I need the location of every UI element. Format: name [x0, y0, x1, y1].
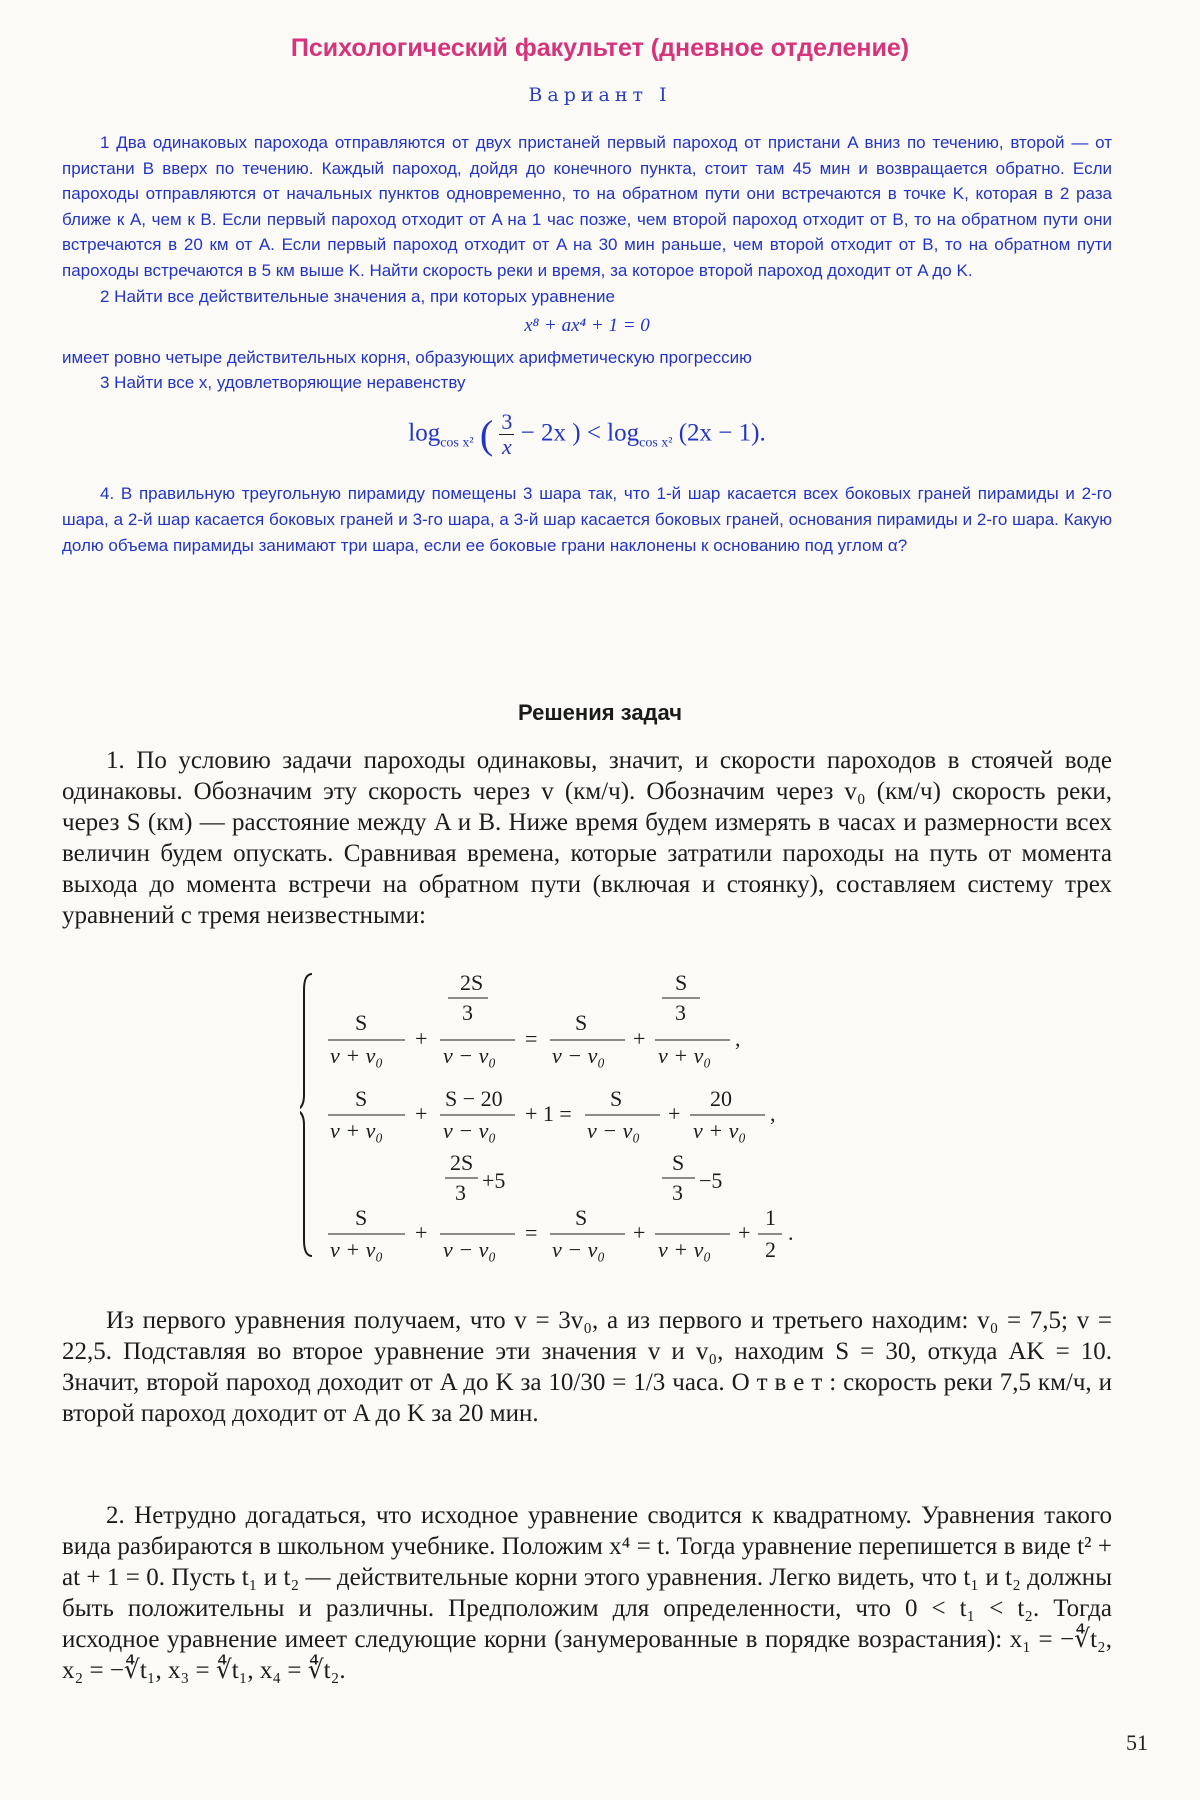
- log-base-rhs: cos x²: [639, 435, 673, 451]
- svg-text:2S: 2S: [460, 970, 484, 995]
- fraction-3-over-x: $\frac{3}{x}$: [501, 408, 513, 460]
- svg-text:S: S: [675, 970, 688, 995]
- svg-text:2S: 2S: [450, 1150, 474, 1175]
- solution-1-part2: [62, 1305, 1112, 1429]
- svg-text:3: 3: [462, 1000, 473, 1025]
- svg-text:S: S: [610, 1086, 623, 1111]
- svg-text:2: 2: [765, 1237, 776, 1262]
- page-number: 51: [1126, 1730, 1148, 1755]
- svg-text:v + v₀: v + v₀: [330, 1237, 384, 1262]
- svg-text:S: S: [355, 1205, 368, 1230]
- solution-2-text: 2. Нетрудно догадаться, что исходное уравнение сводится к квадратному. Уравнения такого вида разбираются в школьном учебнике. Положим x⁴ = t. Тогда уравнение перепишется в виде t² + at + 1 = 0. Пусть t₁ и t₂ — действительные корни этого уравнения. Легко видеть, что t₁ и t₂ должны быть положительны и различны. Предположим для определенности, что 0 < t₁ < t₂. Тогда исходное уравнение имеет следующие корни (занумерованные в порядке возрастания): x₁ = −∜t₂, x₂ = −∜t₁, x₃ = ∜t₁, x₄ = ∜t₂.: [62, 1502, 1112, 1684]
- variant-label: Вариант I: [528, 84, 672, 106]
- problem-2-intro: 2 Найти все действительные значения a, при которых уравнение: [100, 286, 615, 306]
- svg-text:S − 20: S − 20: [445, 1086, 503, 1111]
- svg-text:1: 1: [765, 1205, 776, 1230]
- svg-text:v + v₀: v + v₀: [330, 1118, 384, 1143]
- svg-text:+: +: [415, 1101, 428, 1126]
- problem-3-inequality: $\log_{cos x^2}$ ( $\frac{3}{x}$ − 2x ) < $\log_{cos x^2} (2x - 1)$.: [408, 408, 766, 460]
- svg-text:v − v₀: v − v₀: [552, 1237, 606, 1262]
- svg-text:+: +: [633, 1026, 646, 1051]
- svg-text:=: =: [525, 1026, 538, 1051]
- svg-text:S: S: [575, 1010, 588, 1035]
- svg-text:20: 20: [710, 1086, 732, 1111]
- solutions-heading: Решения задач: [517, 700, 682, 725]
- log-base: cos x²: [440, 435, 474, 451]
- log-symbol: log: [408, 419, 441, 447]
- problem-2-tail: имеет ровно четыре действительных корня, образующих арифметическую прогрессию: [62, 347, 752, 367]
- solution-2: [62, 1500, 1112, 1686]
- svg-text:3: 3: [675, 1000, 686, 1025]
- svg-text:v + v₀: v + v₀: [693, 1118, 747, 1143]
- svg-text:S: S: [355, 1086, 368, 1111]
- problem-4: 4. В правильную треугольную пирамиду помещены 3 шара так, что 1-й шар касается всех боковых граней пирамиды и 2-го шара, а 2-й шар касается боковых граней и 3-го шара, а 3-й шар касается боковых граней, основания пирамиды и 2-го шара. Какую долю объема пирамиды занимают три шара, если ее боковые грани наклонены к основанию под углом α?: [62, 484, 1112, 555]
- svg-text:v − v₀: v − v₀: [443, 1118, 497, 1143]
- svg-text:,: ,: [770, 1101, 776, 1126]
- svg-text:+: +: [633, 1220, 646, 1245]
- svg-text:=: =: [525, 1220, 538, 1245]
- svg-text:S: S: [672, 1150, 685, 1175]
- problem-2-equation: x⁸ + ax⁴ + 1 = 0: [524, 315, 650, 337]
- problems-block: [62, 130, 1112, 558]
- svg-text:+: +: [415, 1026, 428, 1051]
- svg-text:S: S: [575, 1205, 588, 1230]
- svg-text:+: +: [415, 1220, 428, 1245]
- inequality-middle: − 2x ) < log: [520, 419, 640, 447]
- svg-text:.: .: [788, 1220, 794, 1245]
- svg-text:+ 1 =: + 1 =: [525, 1101, 572, 1126]
- equation-system: [300, 970, 860, 1270]
- svg-text:+: +: [668, 1101, 681, 1126]
- svg-text:v − v₀: v − v₀: [587, 1118, 641, 1143]
- equation-row-1: [328, 970, 741, 1068]
- solution-1-text: 1. По условию задачи пароходы одинаковы, значит, и скорости пароходов в стоячей воде одинаковы. Обозначим эту скорость через v (км/ч). Обозначим через v₀ (км/ч) скорость реки, через S (км) — расстояние между A и B. Ниже время будем измерять в часах и размерности всех величин будем опускать. Сравнивая времена, которые затратили пароходы на путь от момента выхода до момента встречи на обратном пути (включая и стоянку), составляем систему трех уравнений с тремя неизвестными:: [62, 747, 1112, 929]
- svg-text:v + v₀: v + v₀: [330, 1043, 384, 1068]
- svg-text:,: ,: [735, 1026, 741, 1051]
- page-title: Психологический факультет (дневное отделение): [290, 34, 910, 62]
- solution-1-answer: Из первого уравнения получаем, что v = 3v₀, а из первого и третьего находим: v₀ = 7,5; v = 22,5. Подставляя во второе уравнение эти значения v и v₀, находим S = 30, откуда AK = 10. Значит, второй пароход доходит от A до K за 10/30 = 1/3 часа. О т в е т : скорость реки 7,5 км/ч, и второй пароход доходит от A до K за 20 мин.: [62, 1307, 1112, 1427]
- svg-text:3: 3: [455, 1180, 466, 1205]
- problem-1: 1 Два одинаковых парохода отправляются от двух пристаней первый пароход от пристани A вниз по течению, второй — от пристани B вверх по течению. Каждый пароход, дойдя до конечного пункта, стоит там 45 мин и возвращается обратно. Если пароходы отправляются от начальных пунктов одновременно, то на обратном пути они встречаются в точке K, которая в 2 раза ближе к A, чем к B. Если первый пароход отходит от A на 1 час позже, чем второй пароход отходит от B, то на обратном пути они встречаются в 20 км от A. Если первый пароход отходит от A на 30 мин раньше, чем второй отходит от B, то на обратном пути пароходы встречаются в 5 км выше K. Найти скорость реки и время, за которое второй пароход доходит от A до K.: [62, 133, 1112, 280]
- svg-text:S: S: [355, 1010, 368, 1035]
- svg-text:+: +: [738, 1220, 751, 1245]
- svg-text:v − v₀: v − v₀: [443, 1043, 497, 1068]
- svg-text:−5: −5: [699, 1168, 723, 1193]
- svg-text:+5: +5: [482, 1168, 506, 1193]
- svg-text:3: 3: [672, 1180, 683, 1205]
- svg-text:v + v₀: v + v₀: [658, 1237, 712, 1262]
- svg-text:v − v₀: v − v₀: [552, 1043, 606, 1068]
- svg-text:v + v₀: v + v₀: [658, 1043, 712, 1068]
- svg-text:v − v₀: v − v₀: [443, 1237, 497, 1262]
- solution-1-part1: [62, 745, 1112, 931]
- problem-3-intro: 3 Найти все x, удовлетворяющие неравенству: [100, 373, 466, 393]
- inequality-rhs: (2x − 1).: [678, 419, 766, 447]
- equation-row-3: [328, 1150, 794, 1262]
- equation-row-2: [328, 1086, 776, 1143]
